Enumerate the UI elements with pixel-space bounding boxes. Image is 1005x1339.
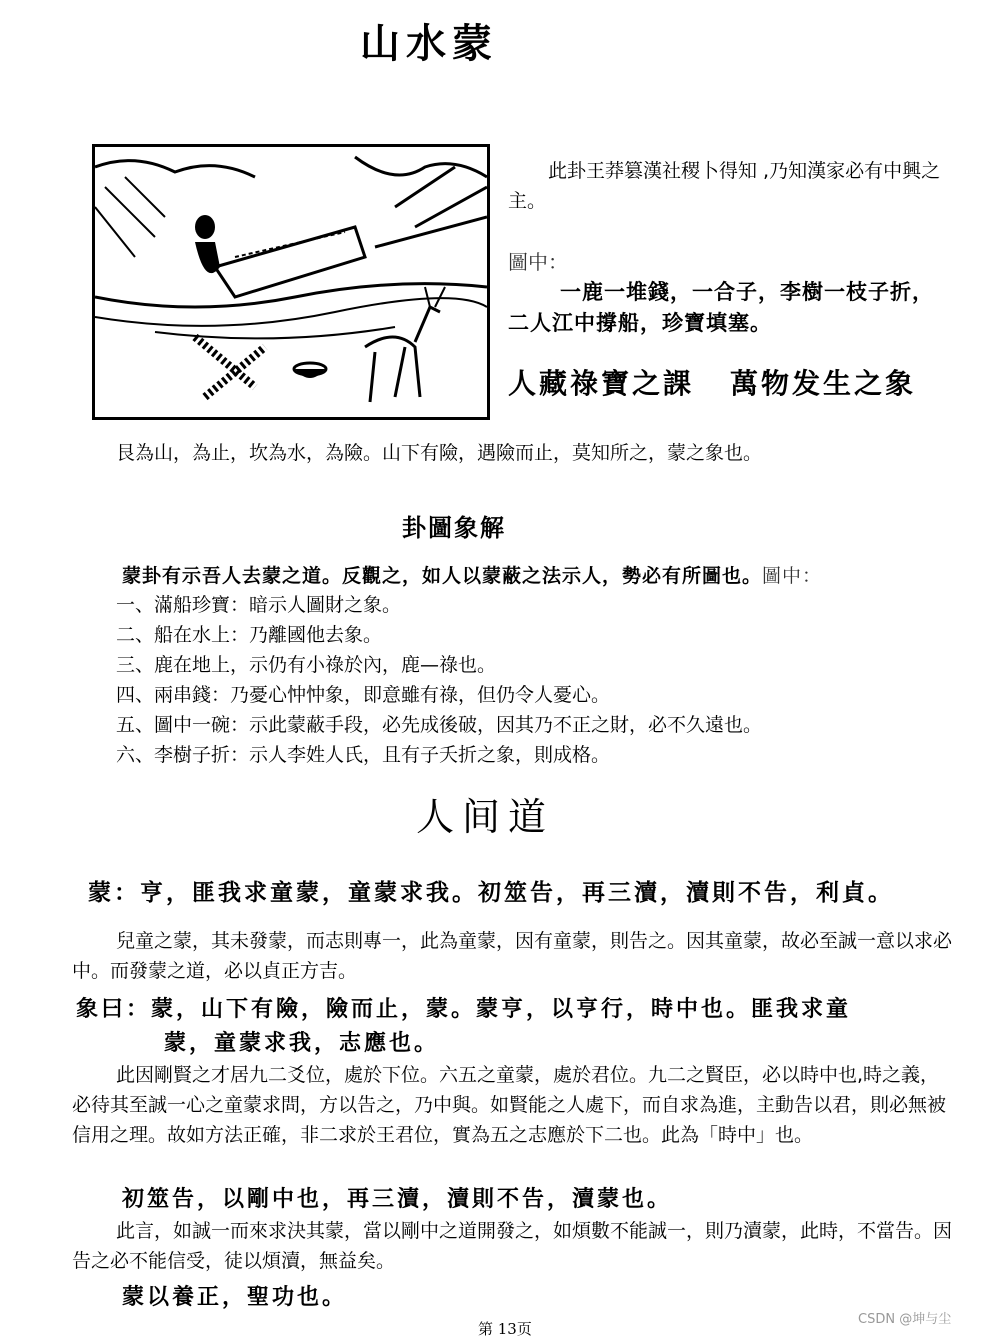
guatu-intro [122, 561, 822, 588]
para-tongmeng: 兒童之蒙，其未發蒙，而志則專一，此為童蒙，因有童蒙，則告之。因其童蒙，故必至誠一意以求必中。而發蒙之道，必以貞正方吉。 [72, 930, 953, 982]
chushi-statement: 初筮告，以剛中也，再三瀆，瀆則不告，瀆蒙也。 [122, 1186, 673, 1212]
figure-label: 圖中： [508, 250, 568, 274]
list-item: 五、圖中一碗：示此蒙蔽手段，必先成後破，因其乃不正之財，必不久遠也。 [116, 714, 763, 736]
page-title: 山水蒙 [360, 20, 498, 67]
list-item: 三、鹿在地上，示仍有小祿於內，鹿—祿也。 [116, 654, 497, 676]
list-item: 二、船在水上：乃離國他去象。 [116, 624, 383, 646]
page-number: 第 13页 [478, 1320, 532, 1338]
xiang-line-1: 象曰：蒙，山下有險，險而止，蒙。蒙亨，以亨行，時中也。匪我求童 [76, 996, 852, 1022]
para-dumeng: 此言，如誠一而來求決其蒙，當以剛中之道開發之，如煩數不能誠一，則乃瀆蒙，此時，不當告。因告之必不能信受，徒以煩瀆，無益矣。 [72, 1220, 953, 1272]
watermark: CSDN @坤与尘 [858, 1312, 952, 1327]
mengyi-statement: 蒙以養正，聖功也。 [122, 1284, 348, 1310]
ke-right: 萬物发生之象 [730, 367, 917, 400]
meng-judgment: 蒙：亨，匪我求童蒙，童蒙求我。初筮告，再三瀆，瀆則不告，利貞。 [88, 879, 894, 906]
section-heading-guatu: 卦圖象解 [402, 513, 506, 542]
para-image: 艮為山，為止，坎為水，為險。山下有險，遇險而止，莫知所之，蒙之象也。 [116, 442, 763, 464]
woodcut-illustration [92, 144, 490, 420]
list-item: 四、兩串錢：乃憂心忡忡象，即意雖有祿，但仍令人憂心。 [116, 684, 611, 706]
list-item: 一、滿船珍寶：暗示人圖財之象。 [116, 594, 402, 616]
section-heading-renjiandao: 人间道 [416, 795, 555, 839]
verse-line-2: 二人江中撐船，珍寶填塞。 [508, 310, 772, 335]
guatu-intro-bold: 蒙卦有示吾人去蒙之道。反觀之，如人以蒙蔽之法示人，勢必有所圖也。 [122, 565, 763, 587]
guatu-intro-label: 圖中： [762, 565, 823, 587]
guatu-list [116, 590, 762, 770]
hexagram-summary [508, 362, 916, 402]
intro-paragraph: 此卦王莽篡漢社稷卜得知 ,乃知漢家必有中興之主。 [508, 160, 941, 212]
list-item: 六、李樹子折：示人李姓人氏，且有子夭折之象，則成格。 [116, 744, 611, 766]
verse-line-1: 一鹿一堆錢，一合子，李樹一枝子折， [560, 279, 934, 304]
ke-left: 人藏祿寶之課 [508, 367, 695, 400]
illustration-drawing [95, 147, 487, 417]
figure-verse [508, 276, 958, 338]
para-shizhong: 此因剛賢之才居九二爻位，處於下位。六五之童蒙，處於君位。九二之賢臣，必以時中也,時之義，必待其至誠一心之童蒙求問，方以告之，乃中與。如賢能之人處下，而自求為進，主動告以君，則必無被信用之理。故如方法正確，非二求於王君位，實為五之志應於下二也。此為「時中」也。 [72, 1064, 947, 1146]
xiang-statement [76, 992, 956, 1060]
xiang-line-2: 蒙，童蒙求我，志應也。 [164, 1030, 440, 1056]
